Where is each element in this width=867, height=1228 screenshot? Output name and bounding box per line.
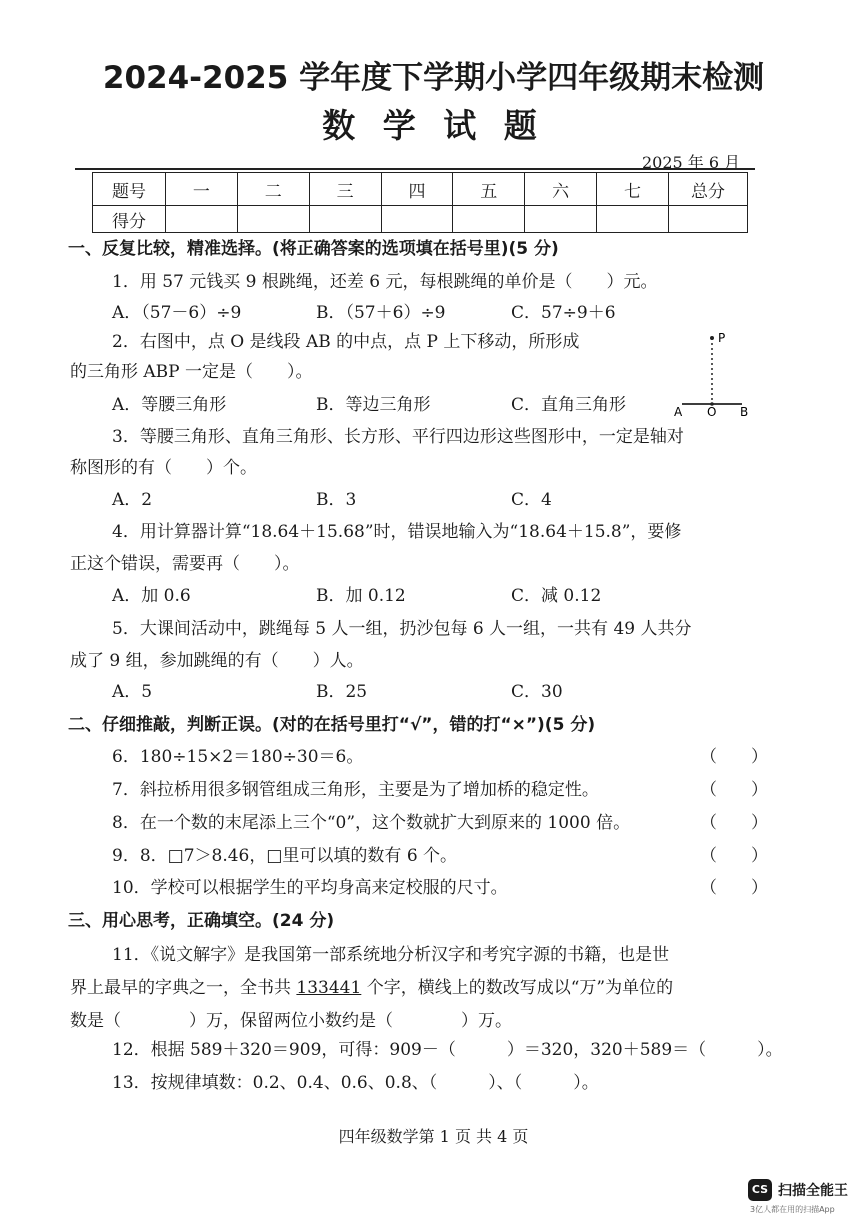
q11-underlined-number: 133441 bbox=[296, 978, 362, 998]
header-rule bbox=[75, 168, 755, 170]
q2-figure bbox=[670, 326, 780, 418]
q4-line2: 正这个错误，需要再（ ）。 bbox=[70, 554, 300, 574]
camscanner-logo-icon: CS bbox=[748, 1179, 772, 1201]
score-input-3 bbox=[309, 206, 381, 233]
score-input-5 bbox=[453, 206, 525, 233]
label-a: A bbox=[674, 405, 683, 418]
tf-item-9: 9．8．□7＞8.46，□里可以填的数有 6 个。 bbox=[112, 846, 458, 866]
score-input-2 bbox=[237, 206, 309, 233]
page-footer: 四年级数学第 1 页 共 4 页 bbox=[338, 1127, 529, 1146]
score-cell-3: 三 bbox=[309, 173, 381, 206]
q1-option-b: B．（57＋6）÷9 bbox=[316, 303, 446, 323]
score-input-total bbox=[669, 206, 748, 233]
q13-text: 13．按规律填数：0.2、0.4、0.6、0.8、（ ）、（ ）。 bbox=[112, 1073, 599, 1093]
q12-text: 12．根据 589＋320＝909，可得：909－（ ）＝320，320＋589＝（ ）。 bbox=[112, 1040, 783, 1060]
tf-answer-8: （ ） bbox=[700, 813, 768, 833]
q3-option-c: C．4 bbox=[511, 490, 552, 510]
watermark-name: 扫描全能王 bbox=[778, 1183, 848, 1199]
label-b: B bbox=[740, 405, 749, 418]
watermark-subtitle: 3亿人都在用的扫描App bbox=[750, 1205, 835, 1214]
score-cell-total: 总分 bbox=[669, 173, 748, 206]
section2-heading: 二、仔细推敲，判断正误。(对的在括号里打“√”，错的打“×”)(5 分) bbox=[68, 715, 596, 735]
tf-answer-9: （ ） bbox=[700, 846, 768, 866]
q11-line1: 11．《说文解字》是我国第一部系统地分析汉字和考究字源的书籍，也是世 bbox=[112, 945, 670, 965]
q2-option-b: B．等边三角形 bbox=[316, 395, 431, 415]
scanner-watermark bbox=[748, 1176, 858, 1216]
score-row-label: 得分 bbox=[93, 206, 166, 233]
exam-subtitle: 数 学 试 题 bbox=[322, 106, 545, 145]
q2-line2: 的三角形 ABP 一定是（ ）。 bbox=[70, 362, 313, 382]
score-cell-label: 题号 bbox=[93, 173, 166, 206]
q2-option-c: C．直角三角形 bbox=[511, 395, 627, 415]
tf-answer-6: （ ） bbox=[700, 747, 768, 767]
tf-answer-10: （ ） bbox=[700, 878, 768, 898]
score-cell-6: 六 bbox=[525, 173, 597, 206]
q5-line1: 5．大课间活动中，跳绳每 5 人一组，扔沙包每 6 人一组，一共有 49 人共分 bbox=[112, 619, 692, 639]
score-input-4 bbox=[381, 206, 453, 233]
section3-heading: 三、用心思考，正确填空。(24 分) bbox=[68, 911, 335, 931]
score-input-1 bbox=[166, 206, 238, 233]
tf-item-8: 8．在一个数的末尾添上三个“0”，这个数就扩大到原来的 1000 倍。 bbox=[112, 813, 631, 833]
q3-line1: 3．等腰三角形、直角三角形、长方形、平行四边形这些图形中，一定是轴对 bbox=[112, 427, 684, 447]
q2-option-a: A．等腰三角形 bbox=[112, 395, 227, 415]
q11-line2-post: 个字，横线上的数改写成以“万”为单位的 bbox=[361, 978, 674, 998]
score-table bbox=[92, 172, 748, 233]
score-cell-2: 二 bbox=[237, 173, 309, 206]
q1-option-c: C．57÷9＋6 bbox=[511, 303, 616, 323]
label-p: P bbox=[718, 331, 726, 345]
q3-option-a: A．2 bbox=[112, 490, 153, 510]
q4-option-c: C．减 0.12 bbox=[511, 586, 602, 606]
score-cell-1: 一 bbox=[166, 173, 238, 206]
tf-answer-7: （ ） bbox=[700, 780, 768, 800]
score-cell-4: 四 bbox=[381, 173, 453, 206]
q4-option-a: A．加 0.6 bbox=[112, 586, 191, 606]
q5-option-b: B．25 bbox=[316, 682, 368, 702]
q5-option-c: C．30 bbox=[511, 682, 563, 702]
exam-date: 2025 年 6 月 bbox=[642, 153, 741, 172]
q3-option-b: B．3 bbox=[316, 490, 357, 510]
q4-line1: 4．用计算器计算“18.64＋15.68”时，错误地输入为“18.64＋15.8”，要修 bbox=[112, 522, 682, 542]
score-cell-5: 五 bbox=[453, 173, 525, 206]
q1-option-a: A．（57－6）÷9 bbox=[112, 303, 242, 323]
q5-option-a: A．5 bbox=[112, 682, 153, 702]
score-table-header-row bbox=[93, 173, 748, 206]
label-o: O bbox=[707, 405, 717, 418]
tf-item-10: 10．学校可以根据学生的平均身高来定校服的尺寸。 bbox=[112, 878, 508, 898]
q11-line2-pre: 界上最早的字典之一，全书共 bbox=[70, 978, 297, 998]
q11-line2 bbox=[70, 977, 673, 999]
q1-text: 1．用 57 元钱买 9 根跳绳，还差 6 元，每根跳绳的单价是（ ）元。 bbox=[112, 272, 658, 292]
q5-line2: 成了 9 组，参加跳绳的有（ ）人。 bbox=[70, 651, 364, 671]
score-cell-7: 七 bbox=[597, 173, 669, 206]
score-input-6 bbox=[525, 206, 597, 233]
tf-item-6: 6．180÷15×2＝180÷30＝6。 bbox=[112, 747, 364, 767]
q4-option-b: B．加 0.12 bbox=[316, 586, 406, 606]
tf-item-7: 7．斜拉桥用很多钢管组成三角形，主要是为了增加桥的稳定性。 bbox=[112, 780, 599, 800]
q11-line3: 数是（ ）万，保留两位小数约是（ ）万。 bbox=[70, 1011, 512, 1031]
section1-heading: 一、反复比较，精准选择。(将正确答案的选项填在括号里)(5 分) bbox=[68, 239, 559, 259]
score-input-7 bbox=[597, 206, 669, 233]
score-table-score-row bbox=[93, 206, 748, 233]
point-p bbox=[710, 336, 714, 340]
q2-line1: 2．右图中，点 O 是线段 AB 的中点，点 P 上下移动，所形成 bbox=[112, 332, 580, 352]
q3-line2: 称图形的有（ ）个。 bbox=[70, 458, 257, 478]
exam-title: 2024-2025 学年度下学期小学四年级期末检测 bbox=[102, 60, 765, 96]
